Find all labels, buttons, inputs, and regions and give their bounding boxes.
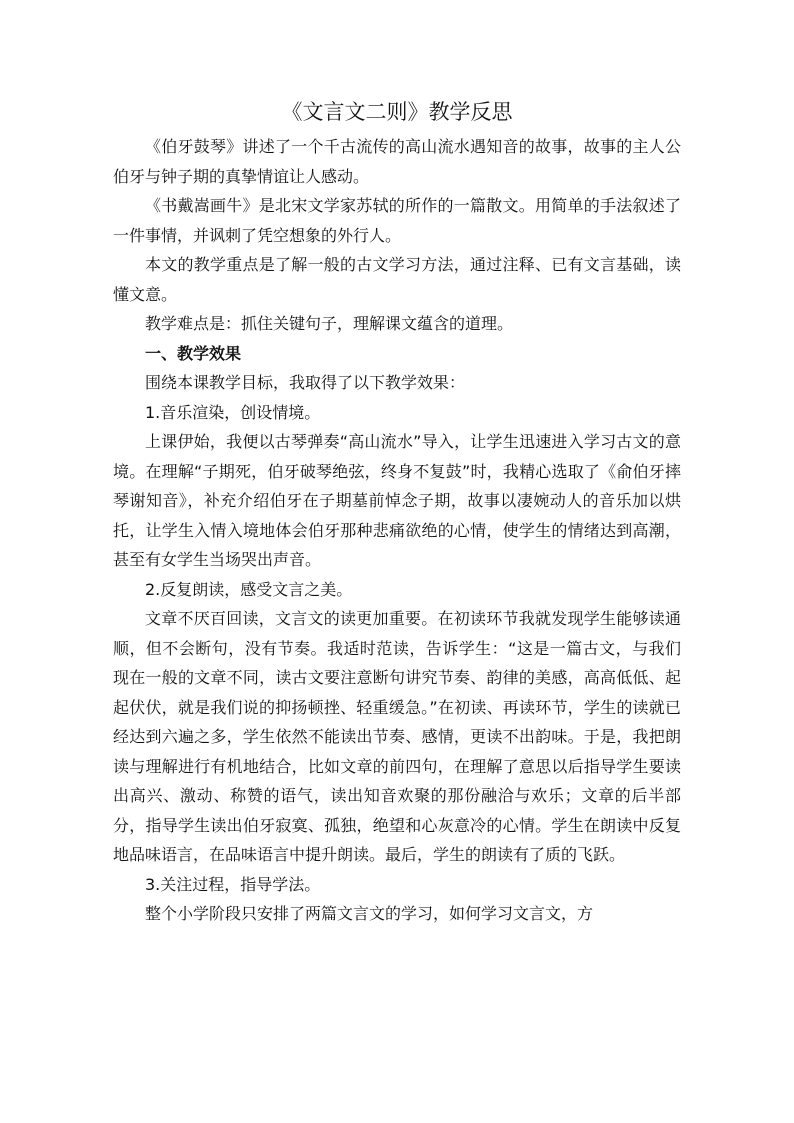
- paragraph-intro-boya: 《伯牙鼓琴》讲述了一个千古流传的高山流水遇知音的故事，故事的主人公伯牙与钟子期的真挚情谊让人感动。: [113, 137, 681, 186]
- paragraph-process: 整个小学阶段只安排了两篇文言文的学习，如何学习文言文，方: [145, 904, 594, 923]
- subheading-process: 3.关注过程，指导学法。: [145, 874, 321, 894]
- document-body: [113, 92, 681, 929]
- paragraph-effect-summary: 围绕本课教学目标，我取得了以下教学效果：: [145, 373, 466, 392]
- paragraph-intro-shu-dai-song: 《书戴嵩画牛》是北宋文学家苏轼的所作的一篇散文。用简单的手法叙述了一件事情，并讽刺了凭空想象的外行人。: [113, 196, 681, 245]
- paragraph-reading: 文章不厌百回读，文言文的读更加重要。在初读环节我就发现学生能够读通顺，但不会断句，没有节奏。我适时范读，告诉学生：“这是一篇古文，与我们现在一般的文章不同，读古文要注意断句讲究节奏、韵律的美感，高高低低、起起伏伏，就是我们说的抑扬顿挫、轻重缓急。”在初读、再读环节，学生的读就已经达到六遍之多，学生依然不能读出节奏、感情，更读不出韵味。于是，我把朗读与理解进行有机地结合，比如文章的前四句，在理解了意思以后指导学生要读出高兴、激动、称赞的语气，读出知音欢聚的那份融洽与欢乐；文章的后半部分，指导学生读出伯牙寂寞、孤独，绝望和心灰意冷的心情。学生在朗读中反复地品味语言，在品味语言中提升朗读。最后，学生的朗读有了质的飞跃。: [113, 609, 681, 864]
- paragraph-music: 上课伊始，我便以古琴弹奏“高山流水”导入，让学生迅速进入学习古文的意境。在理解“子期死，伯牙破琴绝弦，终身不复鼓”时，我精心选取了《俞伯牙摔琴谢知音》，补充介绍伯牙在子期墓前悼念子期，故事以凄婉动人的音乐加以烘托，让学生入情入境地体会伯牙那种悲痛欲绝的心情，使学生的情绪达到高潮，甚至有女学生当场哭出声音。: [113, 432, 681, 569]
- subheading-reading: 2.反复朗读，感受文言之美。: [145, 579, 353, 599]
- paragraph-teaching-focus: 本文的教学重点是了解一般的古文学习方法，通过注释、已有文言基础，读懂文意。: [113, 255, 681, 304]
- subheading-music: 1.音乐渲染，创设情境。: [145, 402, 321, 422]
- section-heading-teaching-effect: 一、教学效果: [145, 343, 242, 363]
- document-title: 《文言文二则》教学反思: [281, 100, 513, 124]
- paragraph-teaching-difficulty: 教学难点是：抓住关键句子，理解课文蕴含的道理。: [145, 314, 514, 333]
